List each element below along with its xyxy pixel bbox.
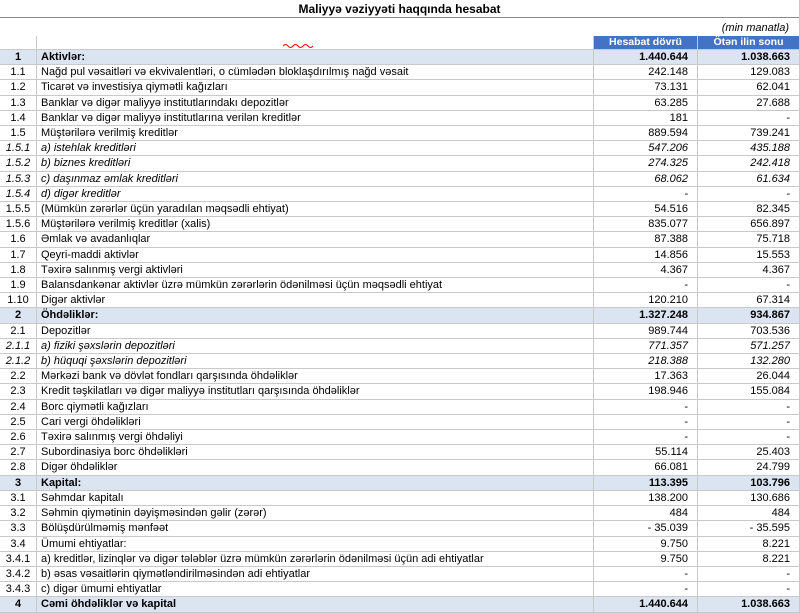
row-number: 3.2 — [0, 506, 37, 521]
row-number: 1.5.1 — [0, 141, 37, 156]
row-number: 3.4.3 — [0, 582, 37, 597]
spellcheck-squiggle-icon — [283, 43, 313, 48]
row-label: Öhdəliklər: — [37, 308, 594, 323]
row-value-current-period: 181 — [594, 111, 698, 126]
row-value-current-period: - — [594, 187, 698, 202]
row-label: Cəmi öhdəliklər və kapital — [37, 597, 594, 612]
row-value-current-period: 9.750 — [594, 537, 698, 552]
row-value-current-period: - 35.039 — [594, 521, 698, 536]
header-label-cell — [37, 36, 594, 50]
row-label: Banklar və digər maliyyə institutlarındakı depozitlər — [37, 96, 594, 111]
row-number: 4 — [0, 597, 37, 612]
row-label: Aktivlər: — [37, 50, 594, 65]
row-value-current-period: 14.856 — [594, 248, 698, 263]
row-value-previous-year: - — [698, 415, 800, 430]
table-row — [0, 278, 799, 293]
row-value-current-period: 73.131 — [594, 80, 698, 95]
row-number: 2 — [0, 308, 37, 323]
row-number: 1.5.4 — [0, 187, 37, 202]
row-label: Digər aktivlər — [37, 293, 594, 308]
table-row — [0, 96, 799, 111]
table-row — [0, 324, 799, 339]
row-number: 2.7 — [0, 445, 37, 460]
table-row — [0, 263, 799, 278]
row-value-current-period: 54.516 — [594, 202, 698, 217]
row-label: a) kreditlər, lizinqlər və digər tələblər üzrə mümkün zərərlərin ödənilməsi üçün adi ehtiyatlar — [37, 552, 594, 567]
row-value-previous-year: 26.044 — [698, 369, 800, 384]
table-row — [0, 248, 799, 263]
table-row — [0, 521, 799, 536]
table-row — [0, 430, 799, 445]
row-number: 2.8 — [0, 460, 37, 475]
row-label: Banklar və digər maliyyə institutlarına verilən kreditlər — [37, 111, 594, 126]
row-label: Subordinasiya borc öhdəlikləri — [37, 445, 594, 460]
row-value-current-period: 1.327.248 — [594, 308, 698, 323]
table-row — [0, 202, 799, 217]
row-label: (Mümkün zərərlər üçün yaradılan məqsədli ehtiyat) — [37, 202, 594, 217]
table-row — [0, 339, 799, 354]
row-value-previous-year: 656.897 — [698, 217, 800, 232]
column-header-previous-year: Ötən ilin sonu — [698, 36, 800, 50]
table-row — [0, 232, 799, 247]
table-row — [0, 80, 799, 95]
table-row — [0, 491, 799, 506]
row-label: b) hüquqi şəxslərin depozitləri — [37, 354, 594, 369]
row-number: 2.4 — [0, 400, 37, 415]
row-number: 1.10 — [0, 293, 37, 308]
row-value-previous-year: 132.280 — [698, 354, 800, 369]
row-value-previous-year: 67.314 — [698, 293, 800, 308]
row-value-current-period: 218.388 — [594, 354, 698, 369]
row-value-previous-year: 242.418 — [698, 156, 800, 171]
table-row — [0, 111, 799, 126]
table-row — [0, 476, 799, 491]
row-number: 2.1.2 — [0, 354, 37, 369]
row-label: Bölüşdürülməmiş mənfəət — [37, 521, 594, 536]
row-label: Kredit təşkilatları və digər maliyyə institutları qarşısında öhdəliklər — [37, 384, 594, 399]
row-value-current-period: - — [594, 415, 698, 430]
row-number: 1.3 — [0, 96, 37, 111]
row-value-current-period: 198.946 — [594, 384, 698, 399]
row-value-current-period: - — [594, 430, 698, 445]
table-row — [0, 445, 799, 460]
row-value-current-period: 1.440.644 — [594, 597, 698, 612]
row-value-previous-year: 155.084 — [698, 384, 800, 399]
row-value-previous-year: - — [698, 278, 800, 293]
table-row — [0, 50, 799, 65]
table-row — [0, 293, 799, 308]
row-label: Digər öhdəliklər — [37, 460, 594, 475]
row-value-current-period: 63.285 — [594, 96, 698, 111]
row-value-previous-year: - — [698, 187, 800, 202]
table-row — [0, 126, 799, 141]
row-label: c) digər ümumi ehtiyatlar — [37, 582, 594, 597]
row-number: 1.5.5 — [0, 202, 37, 217]
row-value-current-period: 1.440.644 — [594, 50, 698, 65]
row-number: 1.4 — [0, 111, 37, 126]
row-number: 2.1 — [0, 324, 37, 339]
row-label: Əmlak və avadanlıqlar — [37, 232, 594, 247]
row-number: 1.6 — [0, 232, 37, 247]
row-number: 1.2 — [0, 80, 37, 95]
table-row — [0, 141, 799, 156]
table-header-row — [0, 36, 799, 50]
row-value-previous-year: 61.634 — [698, 172, 800, 187]
row-label: d) digər kreditlər — [37, 187, 594, 202]
row-label: Müştərilərə verilmiş kreditlər (xalis) — [37, 217, 594, 232]
table-row — [0, 582, 799, 597]
row-value-previous-year: 15.553 — [698, 248, 800, 263]
row-value-current-period: 771.357 — [594, 339, 698, 354]
row-label: Səhmdar kapitalı — [37, 491, 594, 506]
row-label: a) fiziki şəxslərin depozitləri — [37, 339, 594, 354]
table-row — [0, 384, 799, 399]
row-value-previous-year: 739.241 — [698, 126, 800, 141]
table-row — [0, 506, 799, 521]
table-row — [0, 172, 799, 187]
row-value-previous-year: 24.799 — [698, 460, 800, 475]
row-value-current-period: - — [594, 278, 698, 293]
row-label: Qeyri-maddi aktivlər — [37, 248, 594, 263]
table-row — [0, 65, 799, 80]
title-row — [0, 0, 799, 18]
table-row — [0, 217, 799, 232]
table-row — [0, 400, 799, 415]
row-value-current-period: 120.210 — [594, 293, 698, 308]
row-number: 1.7 — [0, 248, 37, 263]
row-value-previous-year: 703.536 — [698, 324, 800, 339]
report-title: Maliyyə vəziyyəti haqqında hesabat — [298, 1, 501, 16]
row-label: c) daşınmaz əmlak kreditləri — [37, 172, 594, 187]
row-value-current-period: 138.200 — [594, 491, 698, 506]
row-label: b) biznes kreditləri — [37, 156, 594, 171]
row-value-current-period: 4.367 — [594, 263, 698, 278]
row-label: Müştərilərə verilmiş kreditlər — [37, 126, 594, 141]
row-value-previous-year: 130.686 — [698, 491, 800, 506]
row-value-previous-year: 25.403 — [698, 445, 800, 460]
row-value-current-period: - — [594, 400, 698, 415]
row-number: 1.1 — [0, 65, 37, 80]
row-value-current-period: - — [594, 582, 698, 597]
unit-note-row — [0, 18, 799, 36]
row-value-current-period: 989.744 — [594, 324, 698, 339]
row-value-previous-year: - — [698, 400, 800, 415]
row-number: 2.6 — [0, 430, 37, 445]
table-row — [0, 187, 799, 202]
row-number: 2.5 — [0, 415, 37, 430]
row-value-current-period: 835.077 — [594, 217, 698, 232]
table-row — [0, 567, 799, 582]
row-number: 1.5.3 — [0, 172, 37, 187]
unit-note: (min manatla) — [721, 22, 789, 34]
row-label: Depozitlər — [37, 324, 594, 339]
row-label: Təxirə salınmış vergi öhdəliyi — [37, 430, 594, 445]
row-label: Mərkəzi bank və dövlət fondları qarşısında öhdəliklər — [37, 369, 594, 384]
row-value-previous-year: - — [698, 582, 800, 597]
row-value-previous-year: - — [698, 430, 800, 445]
row-label: Balansdankənar aktivlər üzrə mümkün zərərlərin ödənilməsi üçün məqsədli ehtiyat — [37, 278, 594, 293]
row-value-previous-year: 1.038.663 — [698, 50, 800, 65]
row-value-previous-year: 934.867 — [698, 308, 800, 323]
row-number: 1 — [0, 50, 37, 65]
row-label: Nağd pul vəsaitləri və ekvivalentləri, o cümlədən bloklaşdırılmış nağd vəsait — [37, 65, 594, 80]
row-label: Ümumi ehtiyatlar: — [37, 537, 594, 552]
row-value-previous-year: - — [698, 567, 800, 582]
row-number: 3.1 — [0, 491, 37, 506]
row-value-previous-year: 571.257 — [698, 339, 800, 354]
row-value-current-period: 66.081 — [594, 460, 698, 475]
row-value-current-period: 113.395 — [594, 476, 698, 491]
row-value-current-period: 889.594 — [594, 126, 698, 141]
row-number: 1.5 — [0, 126, 37, 141]
row-number: 1.5.2 — [0, 156, 37, 171]
row-label: Ticarət və investisiya qiymətli kağızları — [37, 80, 594, 95]
row-value-previous-year: 484 — [698, 506, 800, 521]
row-value-current-period: - — [594, 567, 698, 582]
row-value-current-period: 547.206 — [594, 141, 698, 156]
table-body — [0, 50, 799, 613]
column-header-current-period: Hesabat dövrü — [594, 36, 698, 50]
row-number: 1.5.6 — [0, 217, 37, 232]
row-value-previous-year: 75.718 — [698, 232, 800, 247]
row-number: 1.8 — [0, 263, 37, 278]
row-number: 3.4.1 — [0, 552, 37, 567]
row-number: 3.4 — [0, 537, 37, 552]
row-value-current-period: 68.062 — [594, 172, 698, 187]
row-label: Təxirə salınmış vergi aktivləri — [37, 263, 594, 278]
table-row — [0, 308, 799, 323]
row-value-previous-year: 435.188 — [698, 141, 800, 156]
row-number: 2.2 — [0, 369, 37, 384]
table-row — [0, 597, 799, 612]
row-number: 2.3 — [0, 384, 37, 399]
row-value-current-period: 242.148 — [594, 65, 698, 80]
row-value-previous-year: 27.688 — [698, 96, 800, 111]
header-number-cell — [0, 36, 37, 50]
table-row — [0, 537, 799, 552]
row-label: a) istehlak kreditləri — [37, 141, 594, 156]
row-value-previous-year: - — [698, 111, 800, 126]
row-value-previous-year: - 35.595 — [698, 521, 800, 536]
row-label: Cari vergi öhdəlikləri — [37, 415, 594, 430]
row-number: 3.3 — [0, 521, 37, 536]
row-value-previous-year: 8.221 — [698, 537, 800, 552]
row-value-previous-year: 1.038.663 — [698, 597, 800, 612]
table-row — [0, 415, 799, 430]
row-value-previous-year: 62.041 — [698, 80, 800, 95]
table-row — [0, 354, 799, 369]
table-row — [0, 552, 799, 567]
row-value-current-period: 17.363 — [594, 369, 698, 384]
row-value-current-period: 484 — [594, 506, 698, 521]
row-number: 2.1.1 — [0, 339, 37, 354]
table-row — [0, 460, 799, 475]
row-value-current-period: 55.114 — [594, 445, 698, 460]
row-number: 3.4.2 — [0, 567, 37, 582]
table-row — [0, 156, 799, 171]
table-row — [0, 369, 799, 384]
row-number: 1.9 — [0, 278, 37, 293]
row-value-current-period: 87.388 — [594, 232, 698, 247]
row-value-previous-year: 129.083 — [698, 65, 800, 80]
row-value-current-period: 9.750 — [594, 552, 698, 567]
row-label: Səhmin qiymətinin dəyişməsindən gəlir (zərər) — [37, 506, 594, 521]
row-value-previous-year: 82.345 — [698, 202, 800, 217]
row-label: Kapital: — [37, 476, 594, 491]
row-number: 3 — [0, 476, 37, 491]
row-value-previous-year: 103.796 — [698, 476, 800, 491]
row-label: b) əsas vəsaitlərin qiymətləndirilməsindən adi ehtiyatlar — [37, 567, 594, 582]
row-label: Borc qiymətli kağızları — [37, 400, 594, 415]
row-value-current-period: 274.325 — [594, 156, 698, 171]
row-value-previous-year: 8.221 — [698, 552, 800, 567]
row-value-previous-year: 4.367 — [698, 263, 800, 278]
